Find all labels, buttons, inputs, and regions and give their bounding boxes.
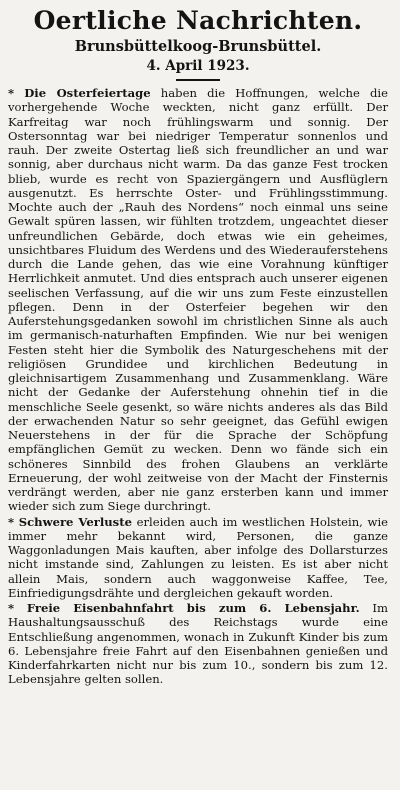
- article-body: Im Haushaltungsausschuß des Reichstags wurde eine Entschließung angenommen, wonach in Zukunft Kinder bis zum 6. Lebensjahre freie Fahrt auf den Eisenbahnen genießen und Kinderfahrkarten nicht nur bis zum 10., sondern bis zum 12. Lebensjahre gelten sollen.: [8, 601, 388, 687]
- article-body: erleiden auch im westlichen Holstein, wie immer mehr bekannt wird, Personen, die ganze Waggonladungen Mais kauften, aber infolge des Dollarsturzes nicht imstande sind, Zahlungen zu leisten. Es ist aber nicht allein Mais, sondern auch waggonweise Kaffee, Tee, Einfriedigungsdrähte und dergleichen gekauft worden.: [8, 514, 389, 600]
- section-title: Oertliche Nachrichten.: [33, 6, 363, 35]
- article-losses: [8, 515, 388, 601]
- article-body: haben die Hoffnungen, welche die vorhergehende Woche weckten, nicht ganz erfüllt. Der Karfreitag war noch frühlingswarm und sonnig. Der Ostersonntag war bei niedriger Temperatur sonnenlos und rauh. Der zweite Ostertag ließ sich freundlicher an und war sonnig, aber durchaus nicht warm. Da das ganze Fest trocken blieb, wurde es recht von Spaziergängern und Ausflüglern ausgenutzt. Es herrschte Oster- und Frühlingsstimmung. Mochte auch der „Rauh des Nordens“ noch einmal uns seine Gewalt spüren lassen, wir fühlten trotzdem, ungeachtet dieser unfreundlichen Gebärde, doch etwas wie ein geheimes, unsichtbares Fluidum des Werdens und des Wiederauferstehens durch die Lande gehen, das wie eine Vorahnung künftiger Herrlichkeit anmutet. Und dies entsprach auch unserer eigenen seelischen Verfassung, auf die wir uns zum Feste einzustellen pflegen. Denn in der Osterfeier begehen wir den Auferstehungsgedanken sowohl im christlichen Sinne als auch im germanisch-naturhaften Empfinden. Wie nur bei wenigen Festen steht hier die Symbolik des Naturgeschehens mit der religiösen Grundidee und kirchlichen Bedeutung in gleichnisartigem Zusammenhang und Zusammenklang. Wäre nicht der Gedanke der Auferstehung ohnehin tief in die menschliche Seele gesenkt, so wäre nichts anderes als das Bild der erwachenden Natur so sehr geeignet, das Gefühl ewigen Neuerstehens in der für die Sprache der Schöpfung empfänglichen Gemüt zu wecken. Denn wo fände sich ein schöneres Sinnbild des frohen Glaubens an verklärte Erneuerung, der wohl zeitweise von der Macht der Finsternis verdrängt werden, aber nie ganz ersterben kann und immer wieder sich zum Siege durchringt.: [8, 86, 389, 514]
- article-bullet: *: [8, 514, 15, 529]
- dateline: 4. April 1923.: [146, 58, 250, 74]
- article-bullet: *: [8, 601, 15, 615]
- article-lead: Die Osterfeiertage: [24, 86, 151, 100]
- article-lead: Freie Eisenbahnfahrt bis zum 6. Lebensjahr.: [26, 601, 360, 615]
- article-railway: [8, 601, 388, 687]
- article-bullet: *: [8, 86, 15, 100]
- article-lead: Schwere Verluste: [18, 514, 132, 529]
- divider-rule: [176, 79, 220, 81]
- locality-heading: Brunsbüttelkoog-Brunsbüttel.: [74, 38, 322, 55]
- article-easter: [8, 86, 388, 514]
